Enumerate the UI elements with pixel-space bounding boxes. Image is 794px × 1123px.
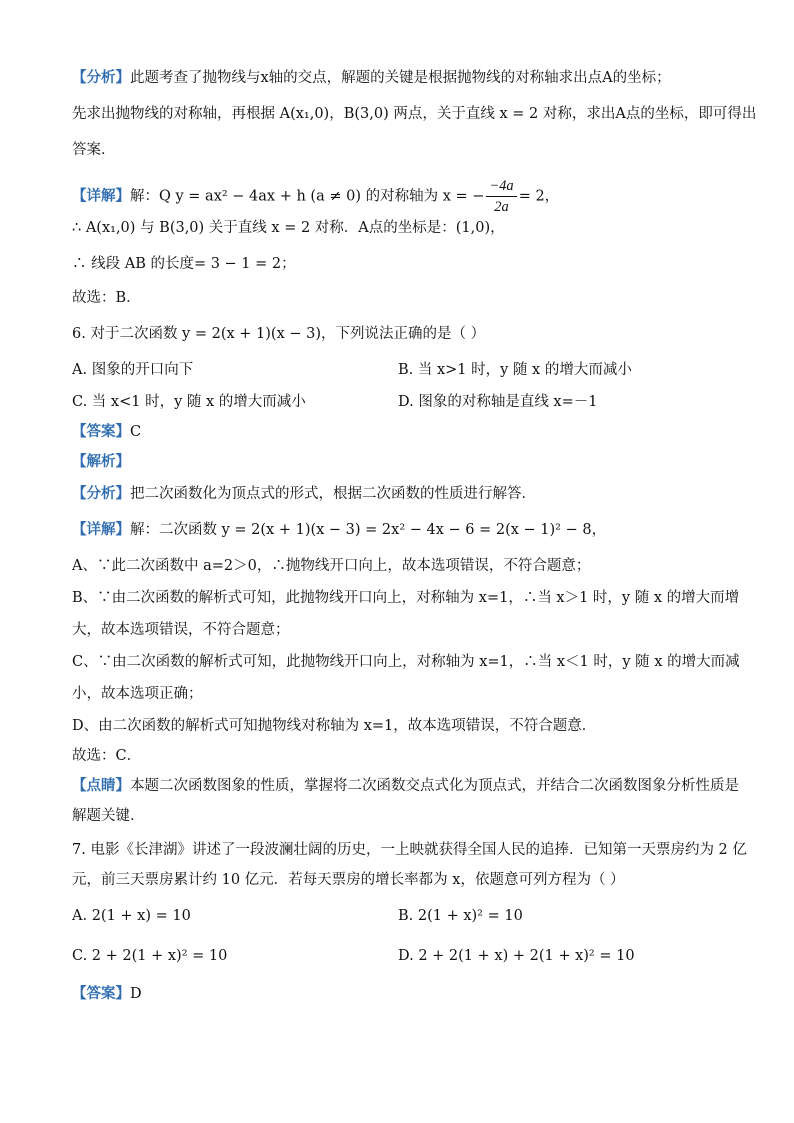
q6-option-a: A. 图象的开口向下	[72, 362, 194, 378]
answer-tag: 【答案】	[72, 423, 130, 440]
q5-choose: 故选：B．	[72, 290, 141, 306]
q6-option-c: C. 当 x<1 时，y 随 x 的增大而减小	[72, 394, 306, 410]
q7-option-c: C. 2 + 2(1 + x)² = 10	[72, 948, 228, 964]
q6-comment-line2: 解题关键．	[72, 808, 145, 824]
q6-stem: 6. 对于二次函数 y = 2(x + 1)(x − 3)，下列说法正确的是（ ）	[72, 326, 486, 342]
q6-line-c1: C、∵由二次函数的解析式可知，此抛物线开口向上，对称轴为 x=1，∴当 x＜1 时，y 随 x 的增大而减	[72, 654, 740, 670]
q5-frac-num: −4a	[486, 176, 516, 197]
q6-choose: 故选：C．	[72, 748, 142, 764]
q6-answer: C	[130, 424, 142, 440]
q7-option-d: D. 2 + 2(1 + x) + 2(1 + x)² = 10	[398, 948, 635, 964]
q6-option-d: D. 图象的对称轴是直线 x=－1	[398, 394, 598, 410]
detail-tag: 【详解】	[72, 187, 130, 205]
q7-answer: D	[130, 986, 142, 1002]
q5-detail-pre: 解：Q y = ax² − 4ax + h (a ≠ 0) 的对称轴为 x = −	[130, 188, 485, 205]
q6-comment-text1: 本题二次函数图象的性质，掌握将二次函数交点式化为顶点式，并结合二次函数图象分析性质是	[130, 778, 739, 794]
q6-option-b: B. 当 x>1 时，y 随 x 的增大而减小	[398, 362, 632, 378]
q5-frac-den: 2a	[494, 199, 509, 215]
answer-tag: 【答案】	[72, 985, 130, 1002]
q5-analysis-line1	[72, 68, 671, 88]
q6-line-d: D、由二次函数的解析式可知抛物线对称轴为 x=1，故本选项错误，不符合题意．	[72, 718, 597, 734]
analysis-tag: 【分析】	[72, 485, 130, 502]
q7-option-b: B. 2(1 + x)² = 10	[398, 908, 523, 924]
q5-step2: ∴ A(x₁,0) 与 B(3,0) 关于直线 x = 2 对称．A点的坐标是：(1,0)，	[72, 220, 505, 236]
q5-step3: ∴ 线段 AB 的长度= 3 − 1 = 2；	[72, 256, 296, 272]
q6-answer-line	[72, 422, 141, 442]
analysis-tag: 【分析】	[72, 69, 130, 86]
q6-comment-line1	[72, 776, 739, 796]
q6-line-b2: 大，故本选项错误，不符合题意；	[72, 622, 290, 638]
explain-tag: 【解析】	[72, 453, 130, 470]
q6-line-c2: 小，故本选项正确；	[72, 686, 203, 702]
q5-analysis-line2: 先求出抛物线的对称轴，再根据 A(x₁,0)，B(3,0) 两点，关于直线 x = 2 对称，求出A点的坐标，即可得出	[72, 106, 757, 122]
q5-fraction	[486, 176, 516, 217]
q5-detail-post: = 2，	[518, 188, 560, 205]
comment-tag: 【点睛】	[72, 777, 130, 794]
detail-tag: 【详解】	[72, 521, 130, 538]
q5-analysis-line3: 答案．	[72, 142, 116, 158]
q6-analysis-line	[72, 484, 536, 504]
q5-analysis-text: 此题考查了抛物线与x轴的交点，解题的关键是根据抛物线的对称轴求出点A的坐标；	[130, 70, 671, 86]
q7-stem-line1: 7. 电影《长津湖》讲述了一段波澜壮阔的历史，一上映就获得全国人民的追捧．已知第一天票房约为 2 亿	[72, 842, 747, 858]
q6-detail-text: 解：二次函数 y = 2(x + 1)(x − 3) = 2x² − 4x − 6 = 2(x − 1)² − 8，	[130, 522, 607, 538]
q7-stem-line2: 元，前三天票房累计约 10 亿元．若每天票房的增长率都为 x，依题意可列方程为（ ）	[72, 872, 625, 888]
q6-line-b1: B、∵由二次函数的解析式可知，此抛物线开口向上，对称轴为 x=1，∴当 x＞1 时，y 随 x 的增大而增	[72, 590, 740, 606]
q7-answer-line	[72, 984, 142, 1004]
q5-detail-line	[72, 176, 559, 217]
q6-line-a: A、∵此二次函数中 a=2＞0，∴抛物线开口向上，故本选项错误，不符合题意；	[72, 558, 591, 574]
q6-detail-line	[72, 520, 606, 540]
q7-option-a: A. 2(1 + x) = 10	[72, 908, 191, 924]
q6-analysis-text: 把二次函数化为顶点式的形式，根据二次函数的性质进行解答．	[130, 486, 536, 502]
q6-explain-line	[72, 452, 130, 472]
